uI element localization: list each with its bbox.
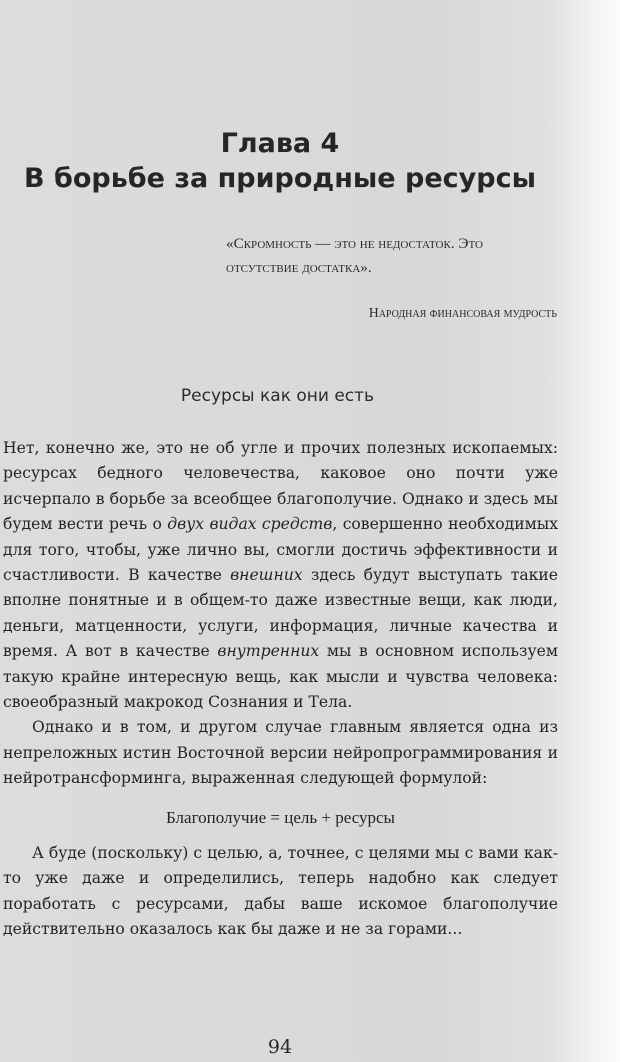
chapter-title: В борьбе за природные ресурсы xyxy=(23,163,536,194)
paragraph-3: А буде (поскольку) с целью, а, точнее, с целями мы с вами как-то уже даже и определились, теперь надобно как следует поработать с ресурсами, дабы ваше искомое благополучие действительно оказалось как бы даже и не за горами... xyxy=(3,843,558,938)
paragraph-1-emphasis-2: внешних xyxy=(230,566,303,585)
paragraph-1-text-d: мы в основном используем такую крайне интересную вещь, как мысли и чувства человека: своеобразный макрокод Сознания и Тела. xyxy=(3,642,558,712)
paragraph-1 xyxy=(3,436,558,715)
section-title: Ресурсы как они есть xyxy=(180,386,375,406)
body-text xyxy=(3,436,558,942)
paragraph-1-text-b: , совершенно необходимых для того, чтобы, уже лично вы, смогли достичь эффективности и счастливости. В качестве xyxy=(3,515,558,585)
chapter-number: Глава 4 xyxy=(220,128,340,159)
formula: Благополучие = цель + ресурсы xyxy=(166,807,395,827)
paragraph-1-emphasis-3: внутренних xyxy=(217,642,320,661)
epigraph-source: Народная финансовая мудрость xyxy=(368,305,557,320)
page-number: 94 xyxy=(267,1036,293,1058)
paragraph-2: Однако и в том, и другом случае главным является одна из непреложных истин Восточной версии нейропрограммирования и нейротрансформинга, выраженная следующей формулой: xyxy=(3,718,558,788)
epigraph-quote: «Скромность — это не недостаток. Это отсутствие достатка». xyxy=(226,235,483,276)
paragraph-1-text-a: Нет, конечно же, это не об угле и прочих полезных ископаемых: ресурсах бедного человечества, каковое оно почти уже исчерпало в борьбе за всеобщее благополучие. Однако и здесь мы будем вести речь о xyxy=(3,439,558,534)
paragraph-1-text-c: здесь будут выступать такие вполне понятные и в общем-то даже известные вещи, как люди, деньги, матценности, услуги, информация, личные качества и время. А вот в качестве xyxy=(3,566,558,661)
paragraph-1-emphasis-1: двух видах средств xyxy=(167,515,333,534)
